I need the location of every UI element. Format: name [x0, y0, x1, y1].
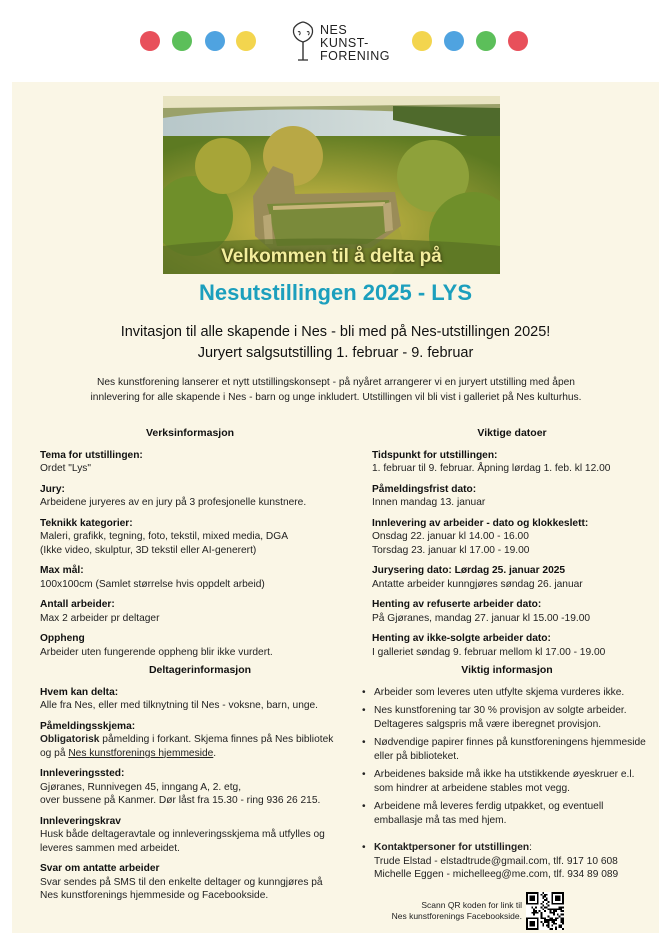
field-label: Max mål: [40, 565, 84, 576]
intro-paragraph: Nes kunstforening lanserer et nytt utstillingskonsept - på nyåret arrangerer vi en juryert utstilling med åpen innlevering for alle skapende i Nes - barn og unge inkludert. Utstillingen vil bli vist i galleriet på Nes kulturhus. [90, 377, 582, 403]
info-group [372, 449, 652, 476]
field-value: Alle fra Nes, eller med tilknytning til Nes - voksne, barn, unge. [40, 700, 319, 711]
innleveringssted [40, 767, 360, 808]
field-label: Jury: [40, 483, 65, 495]
viktige-datoer-section [372, 427, 652, 666]
pameldingsskjema [40, 720, 360, 761]
text: påmelding i forkant. Skjema finnes på Nes bibliotek [99, 734, 334, 745]
nes-kunstforening-logo [288, 20, 388, 66]
color-dot [476, 31, 496, 51]
invitation-line: Invitasjon til alle skapende i Nes - bli med på Nes-utstillingen 2025! [120, 324, 551, 340]
field-value: Maleri, grafikk, tegning, foto, tekstil, mixed media, DGA [40, 531, 288, 542]
field-value: Svar sendes på SMS til den enkelte deltager og kunngjøres på [40, 876, 323, 888]
field-label: Henting av refuserte arbeider dato: [372, 599, 542, 610]
innleveringskrav [40, 815, 360, 856]
field-label: Svar om antatte arbeider [40, 863, 160, 874]
section-heading: Verksinformasjon [145, 427, 235, 439]
field-value: 1. februar til 9. februar. Åpning lørdag 1. feb. kl 12.00 [372, 463, 611, 474]
text: : [529, 842, 532, 853]
color-dot [140, 31, 160, 51]
logo-text: NES KUNST- FORENING [320, 23, 390, 63]
field-label: Innleveringskrav [40, 815, 121, 827]
text: . [213, 747, 217, 759]
section-heading: Viktig informasjon [461, 664, 553, 676]
qr-caption [372, 900, 522, 922]
deltagerinformasjon-section [40, 664, 360, 910]
field-value: Nes kunstforenings hjemmeside og Facebookside. [40, 890, 269, 901]
qr-caption-line: Scann QR koden for link til [421, 900, 522, 910]
field-value: I galleriet søndag 9. februar mellom kl 17.00 - 19.00 [372, 646, 606, 658]
contact-trude: Trude Elstad - elstadtrude@gmail.com, tlf. 917 10 608 [374, 855, 618, 867]
contact-list [362, 841, 652, 882]
field-value: over bussene på Kanmer. Dør låst fra 15.30 - ring 936 26 215. [40, 795, 321, 806]
field-value: Innen mandag 13. januar [372, 497, 486, 508]
important-info-item: • Nødvendige papirer finnes på kunstforeningens hjemmeside eller på biblioteket. [362, 736, 652, 763]
homepage-link[interactable]: Nes kunstforenings hjemmeside [68, 747, 214, 759]
emphasis: Kontaktpersoner for utstillingen [374, 842, 530, 853]
field-value [40, 733, 360, 747]
info-group [40, 632, 340, 659]
info-group [372, 598, 652, 625]
important-info-item: • Arbeider som leveres uten utfylte skjema vurderes ikke. [362, 686, 652, 700]
field-label: Teknikk kategorier: [40, 517, 133, 529]
field-value: På Gjøranes, mandag 27. januar kl 15.00 -19.00 [372, 612, 591, 624]
text: og på [40, 747, 69, 759]
field-label: Antall arbeider: [40, 599, 115, 610]
info-group [40, 598, 340, 625]
hero-caption: Velkommen til å delta på [221, 246, 442, 267]
field-label: Henting av ikke-solgte arbeider dato: [372, 633, 551, 644]
field-value: Max 2 arbeider pr deltager [40, 612, 160, 624]
viktig-informasjon-section [362, 664, 652, 887]
info-group [40, 564, 340, 591]
tree-face-logo-icon [288, 20, 318, 64]
verksinformasjon-section [40, 427, 340, 666]
field-value: Husk både deltageravtale og innleveringsskjema må utfylles og [40, 829, 325, 840]
important-info-item: • Arbeidenes bakside må ikke ha utstikkende øyeskruer e.l. som hindrer at arbeidene stables mot vegg. [362, 768, 652, 795]
field-label: Innleveringssted: [40, 768, 125, 779]
field-value: Antatte arbeider kunngjøres søndag 26. januar [372, 578, 583, 590]
color-dot [236, 31, 256, 51]
svar-om-antatte-arbeider [40, 862, 360, 903]
contact-michelle: Michelle Eggen - michelleeg@me.com, tlf. 934 89 089 [374, 869, 619, 880]
info-group [372, 632, 652, 659]
important-info-list [362, 686, 652, 828]
section-heading: Viktige datoer [477, 427, 547, 439]
hvem-kan-delta [40, 686, 360, 713]
field-label: Påmeldingsskjema: [40, 720, 136, 732]
info-group [372, 517, 652, 558]
field-value [40, 747, 360, 761]
color-dot [412, 31, 432, 51]
info-group [372, 564, 652, 591]
exhibition-dates-line: Juryert salgsutstilling 1. februar - 9. februar [197, 345, 474, 361]
exhibition-title: Nesutstillingen 2025 - LYS [198, 280, 473, 305]
field-label: Tidspunkt for utstillingen: [372, 449, 498, 461]
info-group [40, 517, 340, 558]
header [0, 0, 671, 82]
info-group [40, 483, 340, 510]
field-value: Gjøranes, Runnivegen 45, inngang A, 2. etg, [40, 781, 242, 793]
contact-item [362, 841, 652, 882]
field-label: Oppheng [40, 633, 85, 644]
color-dot [444, 31, 464, 51]
field-value: leveres sammen med arbeidet. [40, 842, 180, 854]
color-dot [205, 31, 225, 51]
color-dot [172, 31, 192, 51]
field-value: Onsdag 22. januar kl 14.00 - 16.00 [372, 531, 529, 542]
section-heading: Deltagerinformasjon [148, 664, 252, 676]
important-info-item: • Arbeidene må leveres ferdig utpakket, og eventuell emballasje må tas med hjem. [362, 800, 652, 827]
qr-caption-line: Nes kunstforenings Facebookside. [391, 911, 522, 921]
color-dot [508, 31, 528, 51]
important-info-item: • Nes kunstforening tar 30 % provisjon av solgte arbeider. Deltageres salgspris må være iberegnet provisjon. [362, 704, 652, 731]
field-label: Jurysering dato: Lørdag 25. januar 2025 [372, 565, 566, 576]
field-label: Hvem kan delta: [40, 686, 119, 698]
field-value: 100x100cm (Samlet størrelse hvis oppdelt arbeid) [40, 578, 265, 590]
field-label: Påmeldingsfrist dato: [372, 483, 477, 495]
emphasis: Obligatorisk [40, 734, 100, 745]
contact-label [374, 842, 532, 853]
field-label: Innlevering av arbeider - dato og klokkeslett: [372, 517, 589, 529]
invitation-text [0, 322, 671, 364]
info-group [40, 449, 340, 476]
field-value: Arbeider uten fungerende oppheng blir ikke vurdert. [40, 646, 273, 658]
field-label: Tema for utstillingen: [40, 449, 143, 461]
qr-code-icon[interactable] [526, 892, 564, 930]
field-value: Ordet "Lys" [40, 463, 92, 474]
field-value: Arbeidene juryeres av en jury på 3 profesjonelle kunstnere. [40, 497, 307, 508]
hero-photo [163, 96, 500, 274]
field-value: (Ikke video, skulptur, 3D tekstil eller AI-generert) [40, 544, 257, 556]
info-group [372, 483, 652, 510]
field-value: Torsdag 23. januar kl 17.00 - 19.00 [372, 544, 530, 556]
